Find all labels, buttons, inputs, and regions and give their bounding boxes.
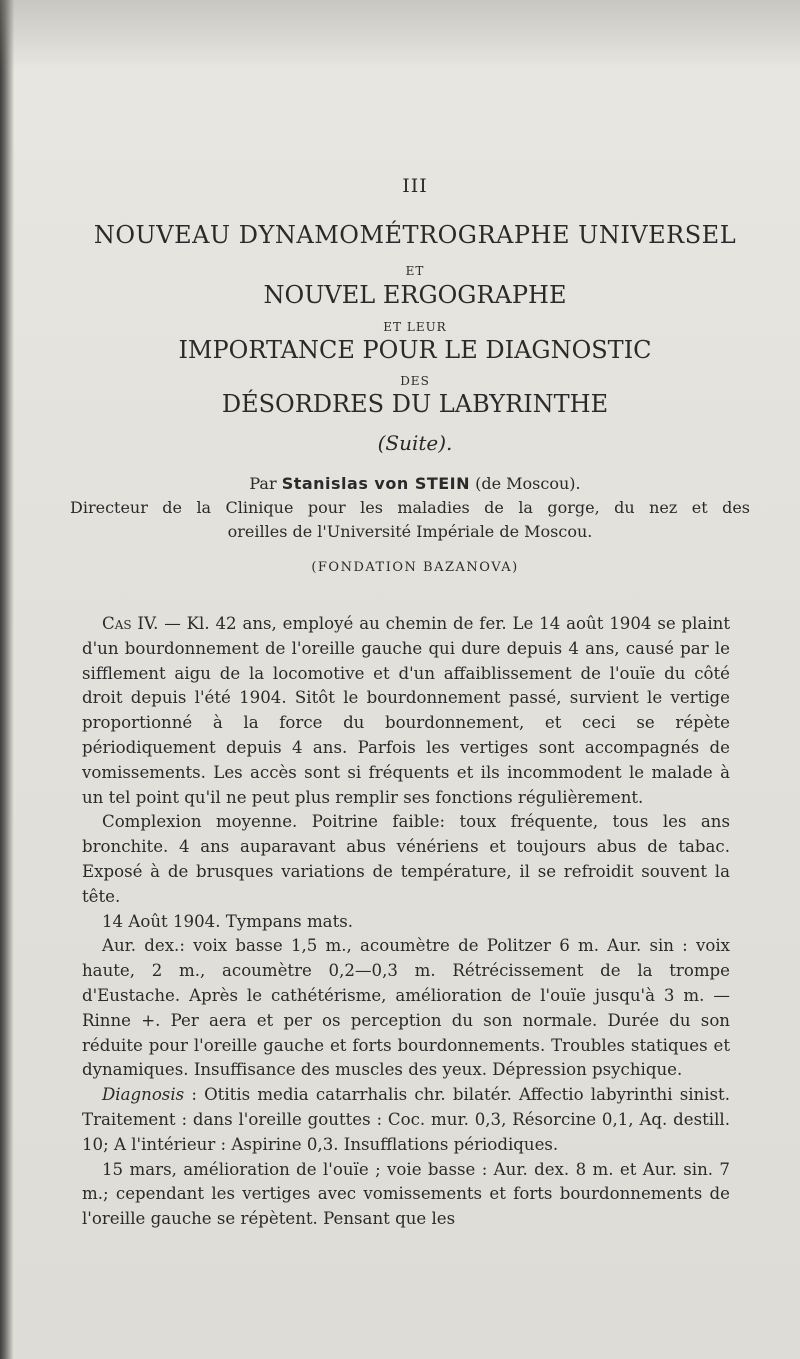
affiliation	[70, 496, 750, 544]
title-conjunction-1: ET	[405, 264, 425, 278]
affiliation-line-2: oreilles de l'Université Impériale de Moscou.	[227, 522, 593, 541]
paragraph-followup: 15 mars, amélioration de l'ouïe ; voie basse : Aur. dex. 8 m. et Aur. sin. 7 m.; cependant les vertiges avec vomissements et forts bourdonnements de l'oreille gauche se répètent. Pensant que les	[82, 1159, 730, 1229]
title-line-4: DÉSORDRES DU LABYRINTHE	[221, 390, 609, 418]
paragraph-diagnosis-text: : Otitis media catarrhalis chr. bilatér. Affectio labyrinthi sinist. Traitement : dans l'oreille gouttes : Coc. mur. 0,3, Résorcine 0,1, Aq. destill. 10; A l'intérieur : Aspirine 0,3. Insufflations périodiques.	[82, 1085, 730, 1154]
title-line-3: IMPORTANCE POUR LE DIAGNOSTIC	[178, 336, 652, 364]
author-origin: (de Moscou).	[475, 474, 581, 493]
article-body	[82, 612, 730, 1232]
foundation-label: (FONDATION BAZANOVA)	[311, 560, 519, 575]
paragraph-date: 14 Août 1904. Tympans mats.	[102, 911, 354, 931]
suite-label: (Suite).	[377, 431, 453, 455]
affiliation-line-1: Directeur de la Clinique pour les maladies de la gorge, du nez et des	[70, 498, 750, 517]
author-name: Stanislas von STEIN	[281, 474, 471, 493]
paragraph-case-text: — Kl. 42 ans, employé au chemin de fer. Le 14 août 1904 se plaint d'un bourdonnement de l'oreille gauche qui dure depuis 4 ans, causé par le sifflement aigu de la locomotive et d'un affaiblissement de l'ouïe du côté droit depuis l'été 1904. Sitôt le bourdonnement passé, survient le vertige proportionné à la force du bourdonnement, et ceci se répète périodiquement depuis 4 ans. Parfois les vertiges sont accompagnés de vomissements. Les accès sont si fréquents et ils incommodent le malade à un tel point qu'il ne peut plus remplir ses fonctions régulièrement.	[82, 614, 730, 807]
paragraph-case	[82, 612, 730, 810]
diagnosis-label: Diagnosis	[102, 1085, 185, 1105]
title-conjunction-2: ET LEUR	[383, 320, 447, 334]
title-line-1: NOUVEAU DYNAMOMÉTROGRAPHE UNIVERSEL	[93, 221, 737, 249]
binding-edge	[0, 0, 14, 1359]
title-line-2: NOUVEL ERGOGRAPHE	[263, 281, 567, 309]
paragraph-hearing: Aur. dex.: voix basse 1,5 m., acoumètre de Politzer 6 m. Aur. sin : voix haute, 2 m., acoumètre 0,2—0,3 m. Rétrécissement de la trompe d'Eustache. Après le cathétérisme, amélioration de l'ouïe jusqu'à 3 m. — Rinne +. Per aera et per os perception du son normale. Durée du son réduite pour l'oreille gauche et forts bourdonnements. Troubles statiques et dynamiques. Insuffisance des muscles des yeux. Dépression psychique.	[82, 936, 730, 1080]
case-label: Cas IV.	[102, 614, 159, 633]
byline	[0, 474, 800, 493]
chapter-number: III	[402, 175, 428, 197]
paragraph-diagnosis	[82, 1083, 730, 1157]
page-shadow	[0, 0, 800, 70]
title-conjunction-3: DES	[400, 374, 430, 388]
paragraph-complexion: Complexion moyenne. Poitrine faible: toux fréquente, tous les ans bronchite. 4 ans auparavant abus vénériens et toujours abus de tabac. Exposé à de brusques variations de température, il se refroidit souvent la tête.	[82, 812, 730, 906]
byline-prefix: Par	[249, 474, 277, 493]
